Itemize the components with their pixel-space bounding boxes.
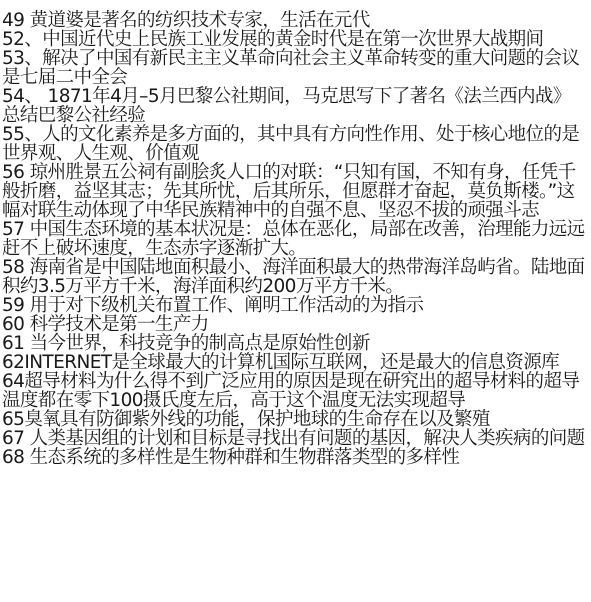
entry-65: 65臭氧具有防御紫外线的功能，保护地球的生命存在以及繁殖 [2, 409, 490, 430]
entry-60: 60 科学技术是第一生产力 [2, 314, 209, 335]
entry-54: 54、 1871年4月–5月巴黎公社期间，马克思写下了著名《法兰西内战》总结巴黎公社经验 [2, 86, 571, 126]
entry-53: 53、解决了中国有新民主主义革命向社会主义革命转变的重大问题的会议是七届二中全会 [2, 48, 580, 88]
entry-68: 68 生态系统的多样性是生物种群和生物群落类型的多样性 [2, 447, 460, 468]
entry-49: 49 黄道婆是著名的纺织技术专家，生活在元代 [2, 10, 370, 31]
entry-61: 61 当今世界，科技竞争的制高点是原始性创新 [2, 333, 370, 354]
entry-58: 58 海南省是中国陆地面积最小、海洋面积最大的热带海洋岛屿省。陆地面积约3.5万平方千米，海洋面积约200万平方千米。 [2, 257, 585, 297]
entry-56: 56 琼州胜景五公祠有副脍炙人口的对联：“只知有国，不知有身，任凭千般折磨，益坚其志；先其所忧，后其所乐，但愿群才奋起，莫负斯楼。”这幅对联生动体现了中华民族精神中的自强不息、坚忍不拔的顽强斗志 [2, 162, 576, 221]
entry-57: 57 中国生态环境的基本状况是：总体在恶化，局部在改善，治理能力远远赶不上破坏速度，生态赤字逐渐扩大。 [2, 219, 585, 259]
entry-62: 62INTERNET是全球最大的计算机国际互联网，还是最大的信息资源库 [2, 352, 560, 373]
entry-59: 59 用于对下级机关布置工作、阐明工作活动的为指示 [2, 295, 424, 316]
entry-52: 52、中国近代史上民族工业发展的黄金时代是在第一次世界大战期间 [2, 29, 544, 50]
entry-67: 67 人类基因组的计划和目标是寻找出有问题的基因，解决人类疾病的问题 [2, 428, 585, 449]
entry-55: 55、人的文化素养是多方面的，其中具有方向性作用、处于核心地位的是世界观、人生观、价值观 [2, 124, 580, 164]
entry-64: 64超导材料为什么得不到广泛应用的原因是现在研究出的超导材料的超导温度都在零下100摄氏度左后，高于这个温度无法实现超导 [2, 371, 580, 411]
document-body [2, 11, 588, 467]
